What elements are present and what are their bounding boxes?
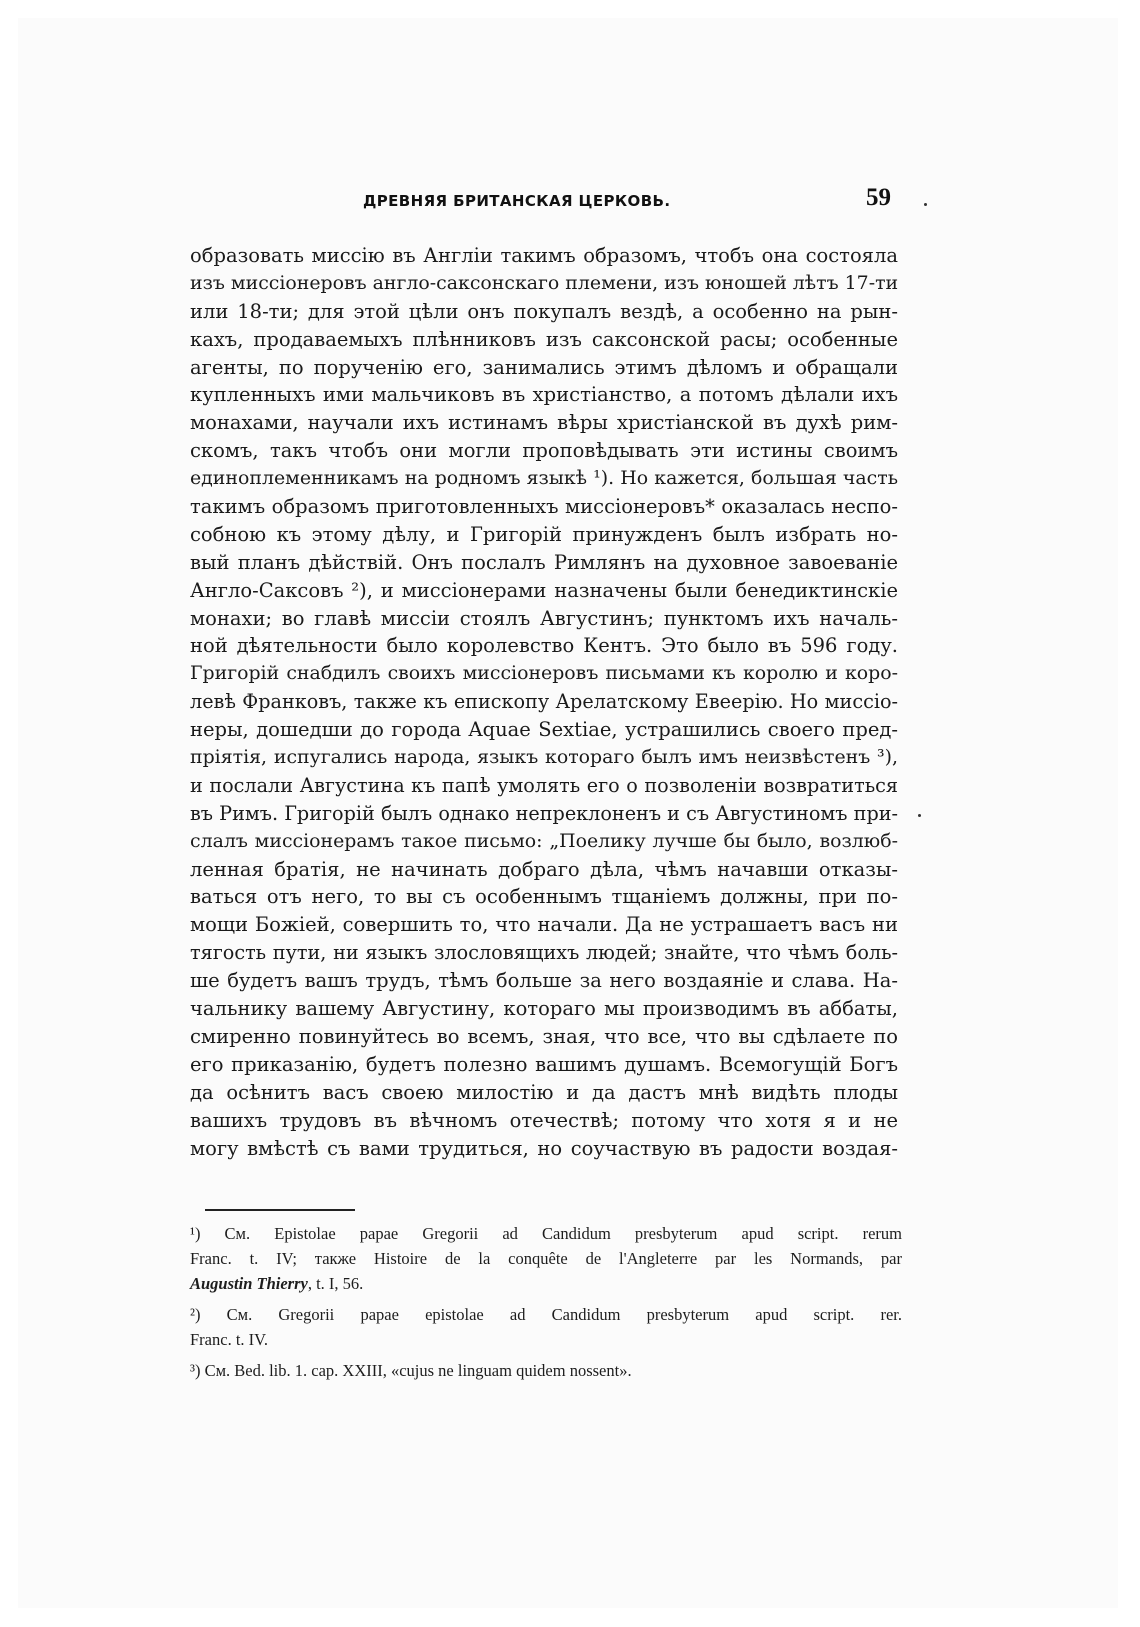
page-number: 59 — [866, 184, 891, 211]
body-line: монахами, научали ихъ истинамъ вѣры христіанской въ духѣ рим- — [190, 411, 898, 435]
body-line: единоплеменникамъ на родномъ языкѣ ¹). Но кажется, большая часть — [190, 467, 898, 490]
body-line: кахъ, продаваемыхъ плѣнниковъ изъ саксонской расы; особенные — [190, 327, 898, 351]
body-line: мощи Божіей, совершить то, что начали. Да не устрашаетъ васъ ни — [190, 913, 898, 937]
footnote-1-line — [190, 1271, 902, 1296]
body-line: образовать миссію въ Англіи такимъ образомъ, чтобъ она состояла — [190, 244, 898, 267]
body-line: смиренно повинуйтесь во всемъ, зная, что все, что вы сдѣлаете по — [190, 1024, 898, 1048]
body-line: Англо-Саксовъ ²), и миссіонерами назначены были бенедиктинскіе — [190, 578, 898, 602]
body-line: вашихъ трудовъ въ вѣчномъ отечествѣ; потому что хотя я и не — [190, 1108, 898, 1132]
footnote-1-line: ¹) См. Epistolae papae Gregorii ad Candidum presbyterum apud script. rerum — [190, 1224, 902, 1243]
footnote-2-line: ²) См. Gregorii papae epistolae ad Candidum presbyterum apud script. rer. — [190, 1305, 902, 1324]
footnote-citation: , t. I, 56. — [307, 1274, 364, 1293]
body-line: такимъ образомъ приготовленныхъ миссіонеровъ* оказалась неспо- — [190, 495, 898, 519]
body-line: неры, дошедши до города Aquae Sextiae, устрашились своего пред- — [190, 718, 898, 742]
body-line: монахи; во главѣ миссіи стоялъ Августинъ; пунктомъ ихъ началь- — [190, 606, 898, 630]
body-line: купленныхъ ими мальчиковъ въ христіанство, а потомъ дѣлали ихъ — [190, 383, 898, 407]
footnote-divider — [205, 1209, 355, 1211]
footnote-3-line: ³) См. Bed. lib. 1. cap. XXIII, «cujus ne linguam quidem nossent». — [190, 1361, 632, 1380]
footnote-author: Augustin Thierry — [190, 1274, 308, 1293]
body-line: собною къ этому дѣлу, и Григорій принужденъ былъ избрать но- — [190, 522, 898, 546]
footnote-1-line: Franc. t. IV; также Histoire de la conquête de l'Angleterre par les Normands, par — [190, 1249, 902, 1268]
body-line: пріятія, испугались народа, языкъ котораго былъ имъ неизвѣстенъ ³), — [190, 746, 898, 769]
body-text — [190, 242, 898, 1162]
body-line: скомъ, такъ чтобъ они могли проповѣдывать эти истины своимъ — [190, 439, 898, 463]
body-line: вый планъ дѣйствій. Онъ послалъ Римлянъ на духовное завоеваніе — [190, 550, 898, 574]
body-line: ше будетъ вашъ трудъ, тѣмъ больше за него воздаяніе и слава. На- — [190, 969, 898, 993]
scan-speck — [918, 814, 921, 817]
body-line: слалъ миссіонерамъ такое письмо: „Поелику лучше бы было, возлюб- — [190, 829, 898, 852]
footnotes — [190, 1221, 902, 1383]
body-line: его приказанію, будетъ полезно вашимъ душамъ. Всемогущій Богъ — [190, 1052, 898, 1076]
body-line: или 18-ти; для этой цѣли онъ покупалъ вездѣ, а особенно на рын- — [190, 299, 898, 323]
running-header: ДРЕВНЯЯ БРИТАНСКАЯ ЦЕРКОВЬ. — [363, 192, 671, 210]
scan-speck — [924, 203, 927, 206]
body-line: тягость пути, ни языкъ злословящихъ людей; знайте, что чѣмъ боль- — [190, 941, 898, 965]
body-line: ной дѣятельности было королевство Кентъ. Это было въ 596 году. — [190, 634, 898, 658]
footnote-2-line: Franc. t. IV. — [190, 1330, 269, 1349]
body-line: изъ миссіонеровъ англо-саксонскаго племени, изъ юношей лѣтъ 17-ти — [190, 271, 899, 294]
body-line: Григорій снабдилъ своихъ миссіонеровъ письмами къ королю и коро- — [190, 662, 898, 685]
body-line: агенты, по порученію его, занимались этимъ дѣломъ и обращали — [190, 355, 898, 379]
body-line: могу вмѣстѣ съ вами трудиться, но соучаствую въ радости воздая- — [190, 1136, 898, 1160]
body-line: чальнику вашему Августину, котораго мы производимъ въ аббаты, — [190, 997, 898, 1021]
body-line: и послали Августина къ папѣ умолять его о позволеніи возвратиться — [190, 773, 898, 797]
body-line: да осѣнитъ васъ своею милостію и да дастъ мнѣ видѣть плоды — [190, 1080, 898, 1104]
body-line: левѣ Франковъ, также къ епископу Арелатскому Евеерію. Но миссіо- — [190, 690, 898, 714]
body-line: ленная братія, не начинать добраго дѣла, чѣмъ начавши отказы- — [190, 857, 898, 881]
body-line: ваться отъ него, то вы съ особеннымъ тщаніемъ должны, при по- — [190, 885, 898, 909]
body-line: въ Римъ. Григорій былъ однако непреклоненъ и съ Августиномъ при- — [190, 801, 898, 825]
